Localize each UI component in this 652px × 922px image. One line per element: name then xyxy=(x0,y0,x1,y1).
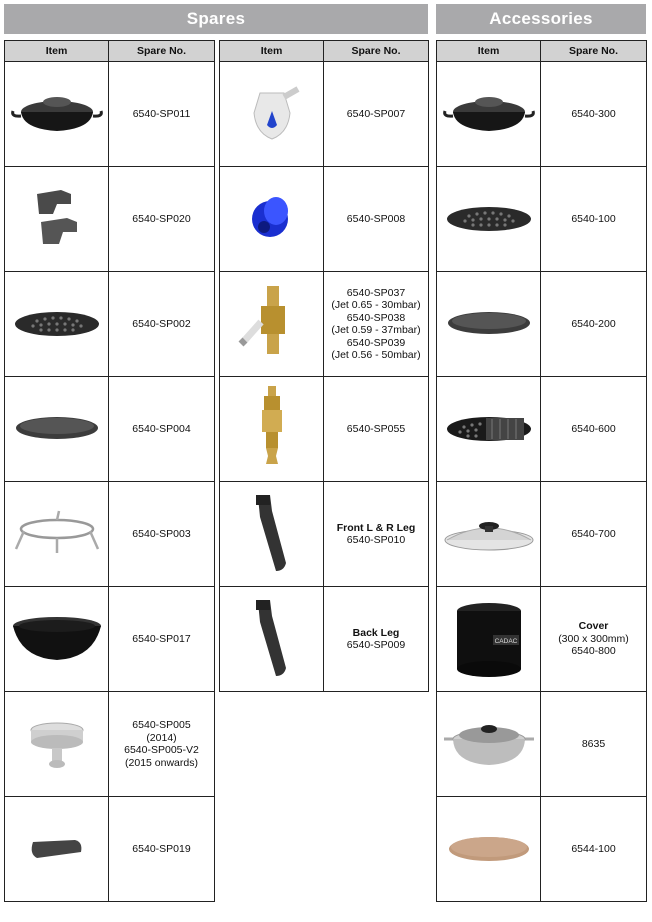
spare-number-cell xyxy=(109,377,215,482)
flat-plate-icon xyxy=(437,306,540,342)
spare-number-cell xyxy=(109,482,215,587)
table-row xyxy=(220,482,429,587)
item-image-cell xyxy=(437,797,541,902)
pizza-stone-icon xyxy=(437,832,540,866)
table-row xyxy=(220,587,429,692)
table-row xyxy=(5,272,215,377)
spare-number: 6540-600 xyxy=(571,422,616,435)
glass-lid-icon xyxy=(437,514,540,554)
column-header-item: Item xyxy=(220,41,324,62)
spare-number: 6540-SP020 xyxy=(132,212,191,225)
spares-table-left xyxy=(4,40,215,902)
spare-number-cell xyxy=(109,62,215,167)
item-image-cell xyxy=(5,587,109,692)
spare-number-cell xyxy=(541,377,647,482)
spare-number: 6540-SP039 xyxy=(346,336,406,349)
table-row xyxy=(220,377,429,482)
bowl-icon xyxy=(5,614,108,664)
spare-number: 6540-SP007 xyxy=(346,107,406,120)
spare-number-cell xyxy=(541,587,647,692)
item-title: Back Leg xyxy=(352,626,400,639)
spare-number: 6540-SP004 xyxy=(132,422,191,435)
spare-number: 6540-SP003 xyxy=(132,527,191,540)
table-row xyxy=(220,62,429,167)
lid-dome-icon xyxy=(5,89,108,139)
cadac-logo-text: CADAC xyxy=(494,638,517,645)
item-image-cell xyxy=(437,692,541,797)
spare-number-cell xyxy=(541,692,647,797)
table-row xyxy=(437,692,647,797)
item-image-cell xyxy=(220,587,324,692)
column-header-item: Item xyxy=(437,41,541,62)
spare-number: 6540-300 xyxy=(571,107,616,120)
spare-number: 6544-100 xyxy=(571,842,616,855)
item-image-cell xyxy=(437,482,541,587)
item-image-cell xyxy=(437,167,541,272)
handle-icon xyxy=(5,832,108,866)
leg-icon xyxy=(220,493,323,575)
grid-plate-icon xyxy=(437,199,540,239)
spares-heading: Spares xyxy=(4,4,428,34)
item-image-cell xyxy=(220,482,324,587)
spare-number-cell xyxy=(109,587,215,692)
spare-number: (Jet 0.59 - 37mbar) xyxy=(331,324,421,336)
spare-number: 6540-800 xyxy=(571,645,616,658)
spare-number: 6540-SP055 xyxy=(346,422,406,435)
spare-number-cell xyxy=(109,692,215,797)
item-image-cell xyxy=(5,272,109,377)
item-image-cell xyxy=(5,377,109,482)
table-row xyxy=(437,272,647,377)
item-title: Front L & R Leg xyxy=(336,521,416,534)
item-title: Cover xyxy=(578,620,609,633)
gas-connector-icon xyxy=(220,384,323,474)
table-row xyxy=(220,167,429,272)
table-row xyxy=(5,377,215,482)
column-header-spare-no: Spare No. xyxy=(541,41,647,62)
spare-number: (300 x 300mm) xyxy=(558,632,629,645)
paella-pan-icon xyxy=(437,717,540,771)
spare-number: (Jet 0.56 - 50mbar) xyxy=(331,349,421,361)
spare-number-cell xyxy=(109,797,215,902)
table-row xyxy=(437,797,647,902)
spare-number: 6540-SP005 xyxy=(132,719,191,731)
spare-number: 6540-SP002 xyxy=(132,317,191,330)
item-image-cell xyxy=(220,377,324,482)
spare-number-cell xyxy=(324,482,429,587)
accessories-table xyxy=(436,40,647,902)
spare-number: 6540-SP017 xyxy=(132,632,191,645)
spare-number: 6540-100 xyxy=(571,212,616,225)
spare-number-cell xyxy=(324,377,429,482)
table-row xyxy=(437,62,647,167)
item-image-cell xyxy=(437,62,541,167)
item-image-cell xyxy=(5,62,109,167)
spare-number-cell xyxy=(109,167,215,272)
item-image-cell xyxy=(5,167,109,272)
spare-number-cell xyxy=(109,272,215,377)
column-header-spare-no: Spare No. xyxy=(324,41,429,62)
table-row xyxy=(437,587,647,692)
spare-number: 6540-SP037 xyxy=(346,286,406,299)
spare-number-cell xyxy=(541,797,647,902)
column-header-item: Item xyxy=(5,41,109,62)
spare-number: (2015 onwards) xyxy=(125,756,198,769)
table-row xyxy=(5,167,215,272)
gas-valve-icon xyxy=(220,284,323,364)
grid-plate-icon xyxy=(5,304,108,344)
spare-number: (2014) xyxy=(146,731,177,744)
accessories-heading: Accessories xyxy=(436,4,646,34)
spare-number: 6540-SP010 xyxy=(346,534,406,546)
item-image-cell xyxy=(437,587,541,692)
item-image-cell xyxy=(5,482,109,587)
control-knob-icon xyxy=(220,83,323,145)
table-row xyxy=(5,587,215,692)
spare-number: 6540-SP019 xyxy=(132,842,191,855)
clips-icon xyxy=(5,186,108,252)
spare-number: 6540-SP011 xyxy=(132,107,191,120)
leg-icon xyxy=(220,598,323,680)
item-image-cell xyxy=(5,797,109,902)
spare-number: (Jet 0.65 - 30mbar) xyxy=(331,299,421,311)
spare-number: 6540-700 xyxy=(571,527,616,540)
table-row xyxy=(437,167,647,272)
spare-number-cell xyxy=(541,272,647,377)
spare-number-cell xyxy=(324,62,429,167)
spare-number: 6540-SP038 xyxy=(346,311,406,324)
table-row xyxy=(5,797,215,902)
spare-number-cell xyxy=(324,167,429,272)
item-image-cell xyxy=(220,167,324,272)
spare-number-cell xyxy=(541,167,647,272)
combo-plate-icon xyxy=(437,409,540,449)
spares-table-right xyxy=(219,40,429,692)
pot-stand-icon xyxy=(5,509,108,559)
item-image-cell xyxy=(220,272,324,377)
blue-knob-icon xyxy=(220,189,323,249)
table-row xyxy=(5,692,215,797)
spare-number-cell xyxy=(541,482,647,587)
item-image-cell xyxy=(437,272,541,377)
spare-number: 6540-SP009 xyxy=(346,639,406,651)
lid-dome-icon xyxy=(437,89,540,139)
table-row xyxy=(5,482,215,587)
table-row xyxy=(437,482,647,587)
spare-number-cell xyxy=(324,272,429,377)
cover-bag-icon xyxy=(437,599,540,679)
spare-number-cell xyxy=(324,587,429,692)
spare-number: 8635 xyxy=(581,737,606,750)
table-row xyxy=(220,272,429,377)
flat-plate-icon xyxy=(5,411,108,447)
table-row xyxy=(437,377,647,482)
spare-number: 6540-SP005-V2 xyxy=(124,744,199,756)
item-image-cell xyxy=(437,377,541,482)
item-image-cell xyxy=(220,62,324,167)
table-row xyxy=(5,62,215,167)
spare-number: 6540-SP008 xyxy=(346,212,406,225)
spare-number-cell xyxy=(541,62,647,167)
item-image-cell xyxy=(5,692,109,797)
burner-icon xyxy=(5,714,108,774)
spare-number: 6540-200 xyxy=(571,317,616,330)
column-header-spare-no: Spare No. xyxy=(109,41,215,62)
